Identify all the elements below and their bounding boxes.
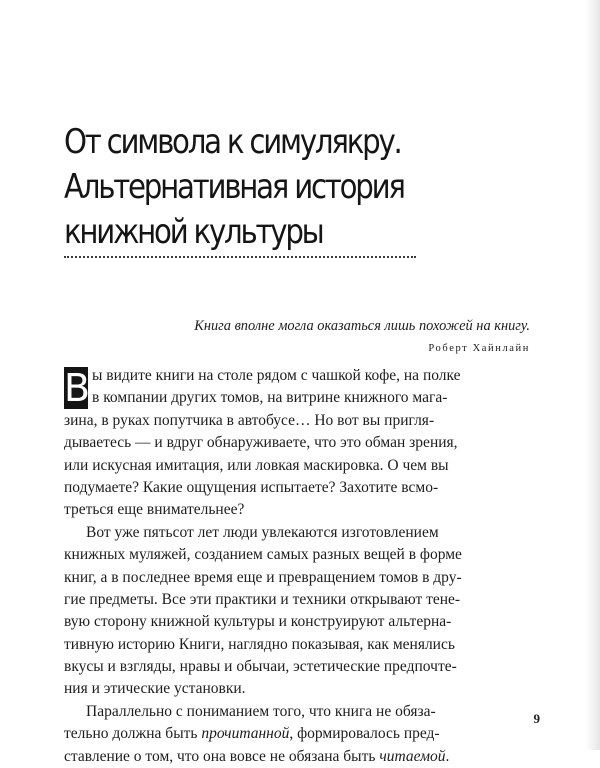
paragraph-line: ния и этические установки. <box>64 680 246 698</box>
body-text <box>64 365 462 768</box>
paragraph-line: дываетесь — и вдруг обнаруживаете, что это обман зрения, <box>64 434 458 452</box>
paragraph-line: вкусы и взгляды, нравы и обычаи, эстетические предпочте- <box>64 658 457 676</box>
chapter-title-line: Альтернативная история <box>64 167 404 207</box>
paragraph-line <box>64 723 440 745</box>
dotted-divider <box>64 256 416 258</box>
text-run: ставление о том, что она вовсе не обязана быть <box>64 747 380 765</box>
chapter-title-line: От символа к симулякру. <box>64 122 401 162</box>
drop-cap: В <box>64 366 91 410</box>
paragraph-line: зина, в руках попутчика в автобусе… Но вот вы пригля- <box>64 411 435 429</box>
paragraph-line: книг, а в последнее время еще и превращением томов в дру- <box>64 568 462 586</box>
paragraph-line: тивную историю Книги, наглядно показывая, как менялись <box>64 635 455 653</box>
paragraph-line: Вот уже пятьсот лет люди увлекаются изготовлением <box>86 523 439 541</box>
text-run: тельно должна быть <box>64 725 202 743</box>
epigraph-author: Роберт Хайнлайн <box>428 343 530 354</box>
paragraph-line: в компании других томов, на витрине книжного мага- <box>92 389 448 407</box>
paragraph-line: ы видите книги на столе рядом с чашкой кофе, на полке <box>92 367 461 384</box>
text-run: . <box>445 747 450 765</box>
emphasis-word: прочитанной <box>201 725 290 743</box>
paragraph-line <box>64 746 450 768</box>
paragraph-line: Параллельно с пониманием того, что книга не обяза- <box>86 702 436 720</box>
paragraph-line: или искусная имитация, или ловкая маскировка. О чем вы <box>64 456 449 474</box>
epigraph-quote: Книга вполне могла оказаться лишь похожей на книгу. <box>194 318 530 334</box>
paragraph-line: гие предметы. Все эти практики и техники открывают тене- <box>64 590 461 608</box>
paragraph-line: подумаете? Какие ощущения испытаете? Захотите всмо- <box>64 478 439 496</box>
paragraph-line: вую сторону книжной культуры и конструируют альтерна- <box>64 613 452 631</box>
paragraph-line: книжных муляжей, созданием самых разных вещей в форме <box>64 546 462 564</box>
epigraph <box>194 316 530 357</box>
chapter-title-line: книжной культуры <box>64 212 323 252</box>
paragraph-line: треться еще внимательнее? <box>64 501 245 519</box>
page-edge-shadow <box>586 0 600 750</box>
chapter-title <box>64 120 408 255</box>
page-number: 9 <box>533 711 540 726</box>
emphasis-word: читаемой <box>379 747 446 765</box>
text-run: , формировалось пред- <box>289 725 440 743</box>
